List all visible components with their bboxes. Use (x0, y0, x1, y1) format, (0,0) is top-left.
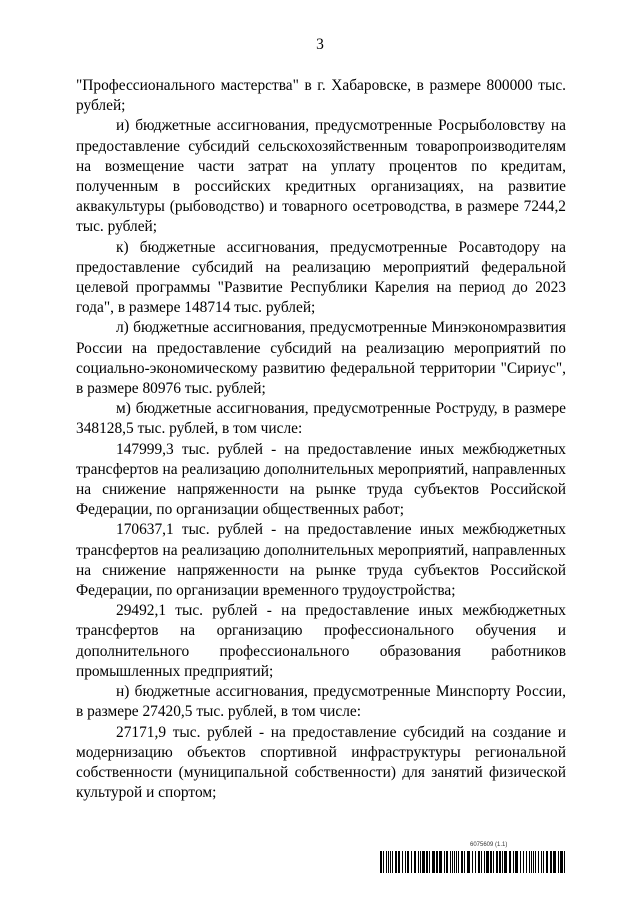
barcode-bar (493, 851, 494, 873)
barcode-bar (452, 851, 453, 873)
barcode-bar (411, 851, 412, 873)
barcode-bar (504, 851, 507, 873)
paragraph-continuation: "Профессионального мастерства" в г. Хабаровске, в размере 800000 тыс. рублей; (76, 77, 566, 115)
barcode-bar (538, 851, 539, 873)
barcode-icon (380, 851, 568, 873)
barcode-bar (467, 851, 470, 873)
barcode-bar (484, 851, 485, 873)
barcode-bar (533, 851, 534, 873)
barcode-bar (414, 851, 416, 873)
barcode-bar (402, 851, 403, 873)
barcode-bar (496, 851, 498, 873)
barcode-bar (490, 851, 492, 873)
barcode-bar (515, 851, 518, 873)
barcode-bar (420, 851, 421, 873)
barcode-bar (436, 851, 438, 873)
paragraph-subitem-training: 29492,1 тыс. рублей - на предоставление иных межбюджетных трансфертов на организацию профессионального обучения и дополнительного профессионального образования работников промышленных предприятий; (76, 602, 566, 680)
barcode-bar (526, 851, 527, 873)
barcode-bar (550, 851, 552, 873)
document-serial: 6075609 (1.1) (470, 842, 508, 848)
paragraph-subitem-temporary-employment: 170637,1 тыс. рублей - на предоставление иных межбюджетных трансфертов на реализацию дополнительных мероприятий, направленных на снижение напряженности на рынке труда субъектов Российской Федерации, по организации временного трудоустройства; (76, 521, 566, 600)
barcode-bar (454, 851, 455, 873)
barcode-bar (520, 851, 521, 873)
barcode-bar (383, 851, 384, 873)
barcode-bar (395, 851, 397, 873)
barcode-bar (458, 851, 459, 873)
page-number: 3 (316, 36, 324, 53)
barcode-bar (564, 851, 565, 873)
barcode-bar (560, 851, 563, 873)
paragraph-item-n: н) бюджетные ассигнования, предусмотренные Минспорту России, в размере 27420,5 тыс. рублей, в том числе: (76, 683, 566, 721)
paragraph-item-l: л) бюджетные ассигнования, предусмотренные Минэкономразвития России на предоставление субсидий на реализацию мероприятий по социально-экономическому развитию федеральной территории "Сириус", в размере 80976 тыс. рублей; (76, 319, 566, 398)
barcode-bar (429, 851, 430, 873)
paragraph-subitem-sports-infrastructure: 27171,9 тыс. рублей - на предоставление субсидий на создание и модернизацию объектов спортивной инфраструктуры региональной собственности (муниципальной собственности) для занятий физической культурой и спортом; (76, 723, 566, 802)
barcode-bar (405, 851, 406, 873)
barcode-bar (472, 851, 473, 873)
barcode-bar (553, 851, 556, 873)
barcode-bar (446, 851, 448, 873)
barcode-bar (418, 851, 419, 873)
barcode-bar (456, 851, 457, 873)
barcode-bar (535, 851, 536, 873)
barcode-bar (386, 851, 387, 873)
barcode-bar (541, 851, 542, 873)
barcode-bar (486, 851, 489, 873)
paragraph-item-m: м) бюджетные ассигнования, предусмотренные Роструду, в размере 348128,5 тыс. рублей, в том числе: (76, 400, 566, 438)
paragraph-item-i: и) бюджетные ассигнования, предусмотренные Росрыболовству на предоставление субсидий сельскохозяйственным товаропроизводителям на возмещение части затрат на уплату процентов по кредитам, полученным в российских кредитных организациях, на развитие аквакультуры (рыбоводство) и товарного осетроводства, в размере 7244,2 тыс. рублей; (76, 117, 566, 236)
barcode-bar (478, 851, 480, 873)
barcode-bar (502, 851, 503, 873)
document-body (76, 76, 566, 803)
barcode-bar (558, 851, 559, 873)
barcode-bar (390, 851, 391, 873)
barcode-bar (380, 851, 382, 873)
barcode-bar (439, 851, 442, 873)
barcode-bar (529, 851, 530, 873)
barcode-bar (513, 851, 514, 873)
paragraph-item-k: к) бюджетные ассигнования, предусмотренные Росавтодору на предоставление субсидий на реализацию мероприятий федеральной целевой программы "Развитие Республики Карелия на период до 2023 года", в размере 148714 тыс. рублей; (76, 238, 566, 317)
barcode-bar (499, 851, 501, 873)
barcode-bar (475, 851, 476, 873)
barcode-bar (523, 851, 524, 873)
barcode-bar (543, 851, 544, 873)
barcode-bar (464, 851, 465, 873)
barcode-bar (392, 851, 393, 873)
barcode-bar (407, 851, 409, 873)
barcode-bar (546, 851, 548, 873)
barcode-bar (461, 851, 463, 873)
barcode-bar (398, 851, 400, 873)
barcode-bar (509, 851, 511, 873)
barcode-bar (432, 851, 435, 873)
barcode-bar (426, 851, 428, 873)
barcode-bar (388, 851, 389, 873)
barcode-bar (422, 851, 425, 873)
barcode-bar (444, 851, 445, 873)
barcode-bar (531, 851, 532, 873)
barcode-bar (481, 851, 482, 873)
barcode-bar (450, 851, 451, 873)
paragraph-subitem-public-works: 147999,3 тыс. рублей - на предоставление иных межбюджетных трансфертов на реализацию дополнительных мероприятий, направленных на снижение напряженности на рынке труда субъектов Российской Федерации, по организации общественных работ; (76, 440, 566, 519)
